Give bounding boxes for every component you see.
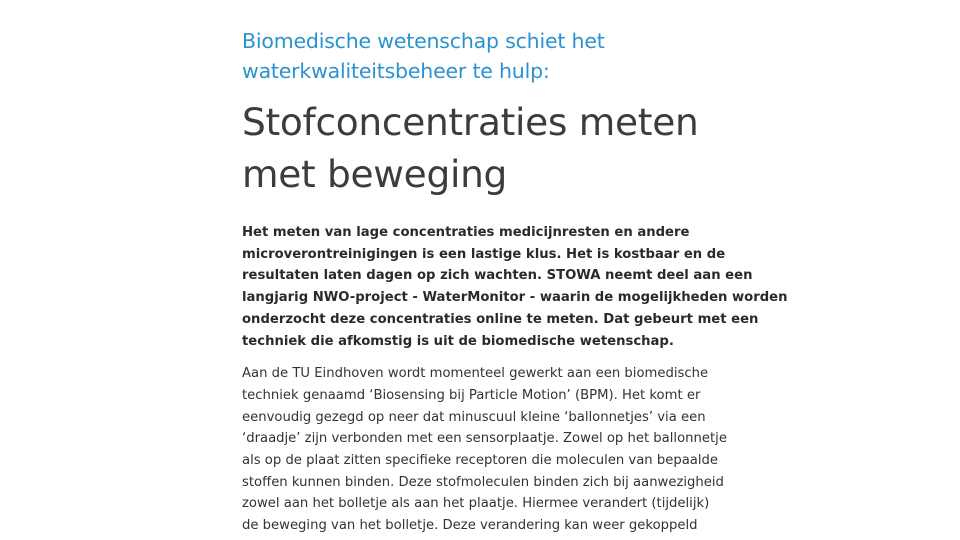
body-line: ‘draadje’ zijn verbonden met een sensorplaatje. Zowel op het ballonnetje bbox=[242, 431, 727, 447]
article bbox=[242, 26, 788, 537]
body-line: eenvoudig gezegd op neer dat minuscuul kleine ‘ballonnetjes’ via een bbox=[242, 409, 706, 425]
article-kicker bbox=[242, 26, 742, 86]
lead-line: techniek die afkomstig is uit de biomedische wetenschap. bbox=[242, 333, 674, 349]
kicker-line: waterkwaliteitsbeheer te hulp: bbox=[242, 59, 550, 83]
body-line: stoffen kunnen binden. Deze stofmoleculen binden zich bij aanwezigheid bbox=[242, 474, 724, 490]
body-line: de beweging van het bolletje. Deze verandering kan weer gekoppeld bbox=[242, 518, 698, 534]
article-lead bbox=[242, 222, 788, 352]
body-line: als op de plaat zitten specifieke receptoren die moleculen van bepaalde bbox=[242, 453, 719, 469]
kicker-line: Biomedische wetenschap schiet het bbox=[242, 29, 605, 53]
title-line: met beweging bbox=[242, 152, 508, 196]
title-line: Stofconcentraties meten bbox=[242, 100, 699, 144]
lead-line: microverontreinigingen is een lastige klus. Het is kostbaar en de bbox=[242, 246, 726, 262]
lead-line: resultaten laten dagen op zich wachten. STOWA neemt deel aan een bbox=[242, 268, 753, 284]
body-line: Aan de TU Eindhoven wordt momenteel gewerkt aan een biomedische bbox=[242, 366, 709, 382]
body-line: zowel aan het bolletje als aan het plaatje. Hiermee verandert (tijdelijk) bbox=[242, 496, 710, 512]
lead-line: onderzocht deze concentraties online te meten. Dat gebeurt met een bbox=[242, 311, 759, 327]
lead-line: langjarig NWO-project - WaterMonitor - waarin de mogelijkheden worden bbox=[242, 290, 788, 306]
body-line: techniek genaamd ‘Biosensing bij Particle Motion’ (BPM). Het komt er bbox=[242, 387, 701, 403]
article-title bbox=[242, 96, 742, 200]
article-body bbox=[242, 363, 742, 537]
lead-line: Het meten van lage concentraties medicijnresten en andere bbox=[242, 225, 690, 240]
